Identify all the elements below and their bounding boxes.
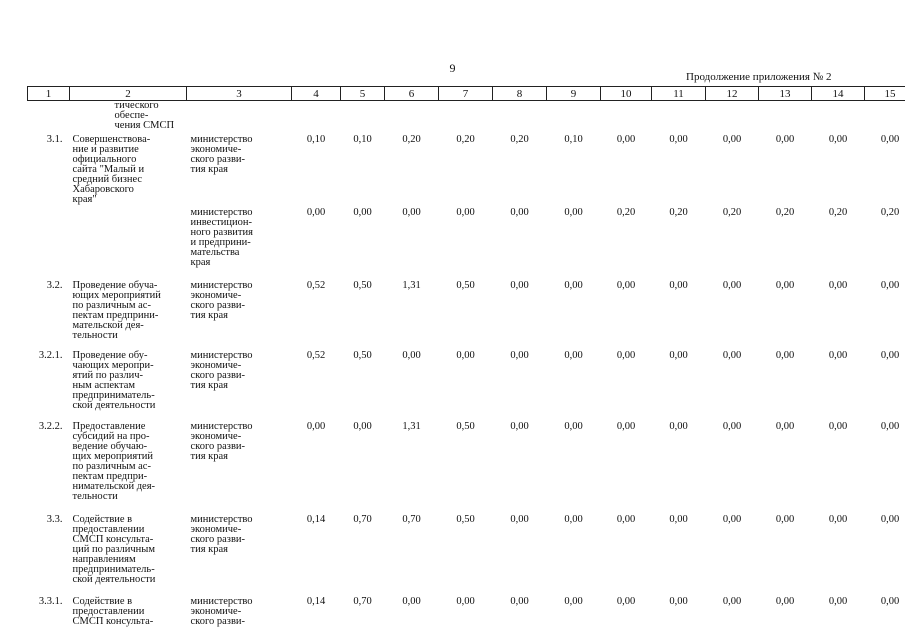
appendix-continuation-caption: Продолжение приложения № 2 [686, 71, 832, 83]
activity-name [70, 205, 187, 278]
funding-value: 0,00 [828, 349, 848, 361]
funding-value: 0,00 [510, 513, 529, 525]
activity-name: тического обеспе- чения СМСП [114, 100, 175, 131]
funding-value: 1,31 [402, 279, 421, 291]
funding-value: 0,10 [353, 133, 372, 145]
table-row [28, 205, 905, 278]
funding-value: 0,00 [722, 595, 742, 607]
column-header-11: 11 [652, 87, 706, 101]
responsible-executor [187, 101, 292, 132]
funding-value [439, 101, 493, 132]
funding-value: 0,20 [402, 133, 421, 145]
funding-value [292, 101, 341, 132]
funding-value: 0,10 [564, 133, 583, 145]
funding-value: 0,00 [775, 420, 795, 432]
funding-value: 0,00 [722, 513, 742, 525]
funding-value: 0,20 [775, 206, 795, 218]
row-number: 3.2. [46, 279, 63, 291]
funding-value: 0,00 [828, 595, 848, 607]
funding-value: 0,00 [306, 206, 326, 218]
funding-value: 0,70 [353, 513, 372, 525]
column-header-5: 5 [341, 87, 385, 101]
funding-value: 0,00 [669, 279, 688, 291]
appendix-table [27, 86, 905, 634]
activity-name: Содействие в предоставлении СМСП консульта- ций по различным направлениям предприниматель- ской деятельности [72, 513, 156, 585]
funding-value: 0,00 [722, 420, 742, 432]
column-header-1: 1 [28, 87, 70, 101]
funding-value: 0,00 [306, 420, 326, 432]
funding-value: 0,50 [353, 349, 372, 361]
funding-value: 0,00 [775, 279, 795, 291]
funding-value: 0,00 [510, 595, 529, 607]
table-row [28, 101, 905, 132]
funding-value: 0,14 [306, 595, 326, 607]
responsible-executor: министерство экономиче- ского разви- тия края [190, 133, 253, 175]
funding-value [601, 101, 652, 132]
funding-value: 0,00 [616, 279, 636, 291]
funding-value [493, 101, 547, 132]
column-header-13: 13 [759, 87, 812, 101]
funding-value: 0,00 [669, 513, 688, 525]
funding-value: 0,10 [306, 133, 326, 145]
column-header-2: 2 [70, 87, 187, 101]
funding-value [812, 101, 865, 132]
column-header-9: 9 [547, 87, 601, 101]
funding-value: 0,00 [353, 420, 372, 432]
column-header-12: 12 [706, 87, 759, 101]
funding-value: 0,50 [456, 279, 475, 291]
funding-value: 0,00 [564, 206, 583, 218]
funding-value: 0,20 [880, 206, 900, 218]
funding-value: 0,00 [564, 279, 583, 291]
funding-value: 0,20 [456, 133, 475, 145]
activity-name: Проведение обуча- ющих мероприятий по различным ас- пектам предприни- мательской дея- тельности [72, 279, 161, 341]
funding-value: 0,52 [306, 349, 326, 361]
funding-value: 0,00 [510, 206, 529, 218]
column-header-14: 14 [812, 87, 865, 101]
responsible-executor: министерство экономиче- ского разви- тия края [190, 279, 253, 321]
funding-value: 0,50 [353, 279, 372, 291]
funding-value [706, 101, 759, 132]
funding-value: 0,00 [775, 595, 795, 607]
funding-value: 0,00 [616, 595, 636, 607]
column-header-15: 15 [865, 87, 905, 101]
funding-value: 0,00 [616, 349, 636, 361]
funding-value: 0,00 [564, 513, 583, 525]
table-row [28, 594, 905, 634]
activity-name: Предоставление субсидий на про- ведение обучаю- щих мероприятий по различным ас- пектам предпри- нимательской дея- тельности [72, 420, 156, 502]
funding-value: 0,50 [456, 420, 475, 432]
funding-value: 0,00 [775, 513, 795, 525]
funding-value: 0,00 [828, 420, 848, 432]
column-number-row [28, 87, 905, 101]
funding-value: 0,00 [828, 513, 848, 525]
table-row [28, 512, 905, 594]
funding-value [652, 101, 706, 132]
page-number: 9 [449, 61, 456, 75]
funding-value: 0,00 [456, 595, 475, 607]
funding-value: 0,00 [880, 279, 900, 291]
funding-value: 0,20 [510, 133, 529, 145]
responsible-executor: министерство экономиче- ского разви- тия края [190, 349, 253, 391]
funding-value: 0,50 [456, 513, 475, 525]
column-header-3: 3 [187, 87, 292, 101]
funding-value: 0,00 [880, 349, 900, 361]
funding-value: 0,00 [880, 513, 900, 525]
row-number: 3.3. [46, 513, 63, 525]
table-row [28, 132, 905, 205]
funding-value: 0,52 [306, 279, 326, 291]
activity-name: Проведение обу- чающих меропри- ятий по различ- ным аспектам предприниматель- ской деятельности [72, 349, 156, 411]
row-number: 3.2.1. [38, 349, 63, 361]
funding-value: 0,00 [564, 420, 583, 432]
column-header-8: 8 [493, 87, 547, 101]
funding-value: 0,00 [722, 349, 742, 361]
column-header-7: 7 [439, 87, 493, 101]
funding-value: 0,00 [402, 206, 421, 218]
row-number: 3.3.1. [38, 595, 63, 607]
row-number [28, 205, 70, 278]
funding-value: 0,00 [880, 595, 900, 607]
table-row [28, 419, 905, 512]
funding-value: 0,00 [669, 349, 688, 361]
responsible-executor: министерство экономиче- ского разви- тия края [190, 420, 253, 462]
funding-value: 0,70 [353, 595, 372, 607]
funding-value: 0,00 [616, 133, 636, 145]
activity-name: Совершенствова- ние и развитие официального сайта "Малый и средний бизнес Хабаровского края" [72, 133, 151, 205]
funding-value: 0,00 [616, 513, 636, 525]
funding-value: 0,00 [669, 420, 688, 432]
funding-value: 0,00 [564, 349, 583, 361]
responsible-executor: министерство экономиче- ского разви- тия края [190, 513, 253, 555]
funding-value: 0,00 [402, 349, 421, 361]
funding-value: 0,00 [510, 349, 529, 361]
funding-value: 0,00 [722, 133, 742, 145]
funding-value: 0,00 [775, 133, 795, 145]
funding-value: 0,00 [564, 595, 583, 607]
funding-value: 0,00 [616, 420, 636, 432]
funding-value: 1,31 [402, 420, 421, 432]
row-number: 3.2.2. [38, 420, 63, 432]
funding-value: 0,00 [828, 133, 848, 145]
responsible-executor: министерство экономиче- ского разви- [190, 595, 253, 627]
funding-value: 0,00 [510, 279, 529, 291]
funding-value: 0,00 [880, 133, 900, 145]
funding-value: 0,00 [880, 420, 900, 432]
row-number [28, 101, 70, 132]
funding-value: 0,00 [828, 279, 848, 291]
funding-value: 0,20 [669, 206, 688, 218]
funding-value: 0,00 [669, 595, 688, 607]
column-header-4: 4 [292, 87, 341, 101]
table-row [28, 278, 905, 348]
funding-value: 0,14 [306, 513, 326, 525]
row-number: 3.1. [46, 133, 63, 145]
column-header-10: 10 [601, 87, 652, 101]
funding-value: 0,00 [456, 206, 475, 218]
funding-value [759, 101, 812, 132]
funding-value [385, 101, 439, 132]
funding-value: 0,00 [353, 206, 372, 218]
funding-value: 0,00 [510, 420, 529, 432]
funding-value: 0,20 [722, 206, 742, 218]
funding-value: 0,00 [669, 133, 688, 145]
funding-value: 0,00 [775, 349, 795, 361]
funding-value: 0,20 [616, 206, 636, 218]
funding-value [865, 101, 905, 132]
funding-value [341, 101, 385, 132]
column-header-6: 6 [385, 87, 439, 101]
funding-value [547, 101, 601, 132]
activity-name: Содействие в предоставлении СМСП консульта- [72, 595, 154, 627]
table-row [28, 348, 905, 419]
funding-value: 0,00 [456, 349, 475, 361]
responsible-executor: министерство инвестицион- ного развития и предприни- мательства края [190, 206, 253, 268]
funding-value: 0,00 [402, 595, 421, 607]
funding-value: 0,20 [828, 206, 848, 218]
funding-value: 0,70 [402, 513, 421, 525]
funding-value: 0,00 [722, 279, 742, 291]
